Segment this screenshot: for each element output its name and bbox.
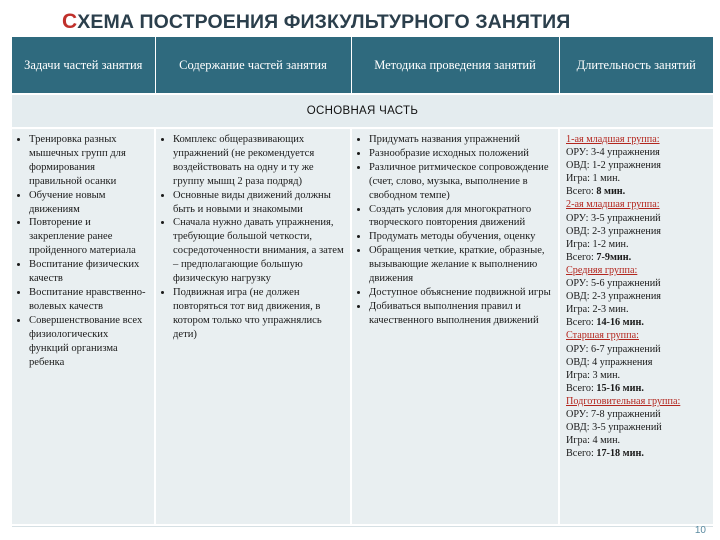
total-label: Всего:: [566, 382, 597, 394]
list-item: • Обучение новым движениям: [29, 189, 148, 217]
tasks-list: [18, 133, 148, 369]
group-line: Игра: 1 мин.: [566, 173, 621, 185]
total-label: Всего:: [566, 317, 597, 329]
group-line: ОРУ: 3-5 упражнений: [566, 212, 661, 224]
list-item: • Доступное объяснение подвижной игры: [369, 286, 552, 300]
list-item: • Совершенствование всех физиологических функций организма ребенка: [29, 314, 148, 370]
group-line: ОВД: 1-2 упражнения: [566, 160, 661, 172]
group-total: [566, 251, 707, 264]
footer-divider: [12, 526, 713, 527]
list-item: • Подвижная игра (не должен повторяться тот вид движения, в котором только что упражнялись дети): [173, 286, 344, 342]
total-value: 15-16 мин.: [596, 382, 644, 394]
list-item: • Комплекс общеразвивающих упражнений (не рекомендуется воздействовать на одну и ту же группу мышц 2 раза подряд): [173, 133, 344, 189]
duration-cell: [559, 128, 713, 524]
group-line: ОРУ: 6-7 упражнений: [566, 343, 661, 355]
group-label: 2-ая младшая группа:: [566, 199, 660, 211]
group-line: ОРУ: 3-4 упражнения: [566, 147, 660, 159]
header-content: Содержание частей занятия: [155, 37, 351, 94]
list-item: • Повторение и закрепление ранее пройденного материала: [29, 216, 148, 258]
header-duration: Длительность занятий: [559, 37, 713, 94]
group-label: Средняя группа:: [566, 264, 638, 276]
list-item: • Придумать названия упражнений: [369, 133, 552, 147]
list-item: • Тренировка разных мышечных групп для формирования правильной осанки: [29, 133, 148, 189]
total-value: 17-18 мин.: [596, 448, 644, 460]
group-line: Игра: 4 мин.: [566, 435, 621, 447]
group-label: Подготовительная группа:: [566, 395, 681, 407]
section-label: ОСНОВНАЯ ЧАСТЬ: [12, 94, 713, 128]
list-item: • Основные виды движений должны быть и новыми и знакомыми: [173, 189, 344, 217]
list-item: • Обращения четкие, краткие, образные, вызывающие желание к выполнению движения: [369, 244, 552, 286]
total-value: 7-9мин.: [596, 251, 632, 263]
table-header-row: [12, 37, 713, 94]
group-line: ОВД: 2-3 упражнения: [566, 291, 661, 303]
list-item: • Воспитание нравственно-волевых качеств: [29, 286, 148, 314]
group-line: ОРУ: 7-8 упражнений: [566, 408, 661, 420]
list-item: • Различное ритмическое сопровождение (счет, слово, музыка, выполнение в свободном темпе): [369, 161, 552, 203]
list-item: • Продумать методы обучения, оценку: [369, 230, 552, 244]
header-methods: Методика проведения занятий: [351, 37, 559, 94]
page-number: 10: [694, 525, 706, 536]
content-list: [162, 133, 344, 342]
group-block-middle: [566, 264, 707, 329]
group-label: Старшая группа:: [566, 330, 639, 342]
group-line: ОВД: 3-5 упражнений: [566, 422, 662, 434]
group-block-senior: [566, 329, 707, 394]
group-line: ОВД: 2-3 упражнения: [566, 225, 661, 237]
content-cell: [155, 128, 351, 524]
group-total: [566, 447, 707, 460]
header-tasks: Задачи частей занятия: [12, 37, 155, 94]
group-label: 1-ая младшая группа:: [566, 134, 660, 145]
group-total: [566, 316, 707, 329]
title-text: ХЕМА ПОСТРОЕНИЯ ФИЗКУЛЬТУРНОГО ЗАНЯТИЯ: [77, 11, 571, 33]
list-item: • Создать условия для многократного творческого повторения движений: [369, 203, 552, 231]
slide-title: [62, 8, 570, 36]
group-line: Игра: 1-2 мин.: [566, 238, 629, 250]
total-value: 14-16 мин.: [596, 317, 644, 329]
title-first-letter: С: [62, 10, 78, 33]
total-value: 8 мин.: [596, 186, 626, 198]
total-label: Всего:: [566, 448, 597, 460]
group-block-preparatory: [566, 395, 707, 460]
group-line: Игра: 2-3 мин.: [566, 304, 629, 316]
group-total: [566, 185, 707, 198]
tasks-cell: [12, 128, 155, 524]
list-item: • Воспитание физических качеств: [29, 258, 148, 286]
group-block-junior-2: [566, 198, 707, 263]
list-item: • Добиваться выполнения правил и качественного выполнения движений: [369, 300, 552, 328]
table-row: [12, 128, 713, 524]
list-item: • Разнообразие исходных положений: [369, 147, 552, 161]
group-line: ОВД: 4 упражнения: [566, 356, 653, 368]
total-label: Всего:: [566, 186, 597, 198]
group-total: [566, 382, 707, 395]
lesson-structure-table: [12, 37, 713, 524]
group-line: Игра: 3 мин.: [566, 369, 621, 381]
methods-list: [358, 133, 552, 328]
section-row: [12, 94, 713, 128]
group-line: ОРУ: 5-6 упражнений: [566, 278, 661, 290]
total-label: Всего:: [566, 251, 597, 263]
methods-cell: [351, 128, 559, 524]
group-block-junior-1: [566, 133, 707, 198]
list-item: • Сначала нужно давать упражнения, требующие большой четкости, сосредоточенности внимания, а затем – предполагающие большую физическую нагрузку: [173, 216, 344, 286]
